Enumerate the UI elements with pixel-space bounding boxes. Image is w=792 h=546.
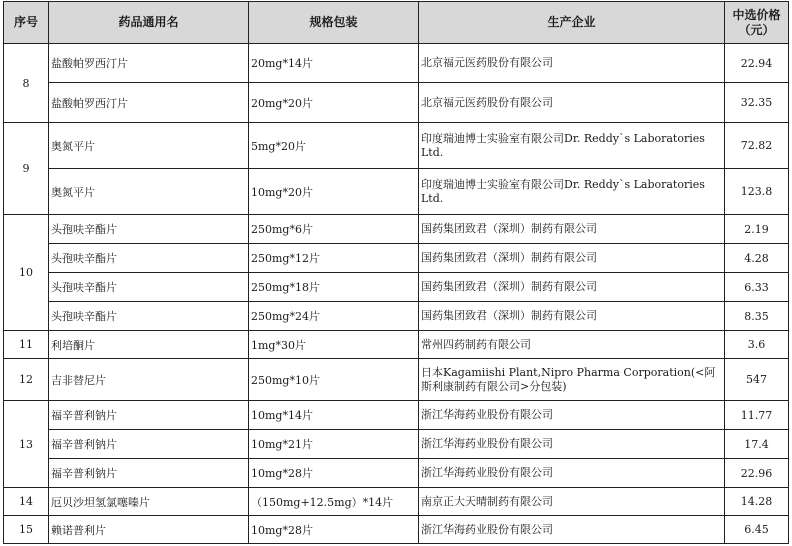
drug-name-cell: 福辛普利钠片 [49,401,249,430]
price-cell: 22.94 [725,44,789,83]
spec-cell: 10mg*28片 [249,459,419,488]
table-row [4,244,789,273]
spec-cell: 20mg*14片 [249,44,419,83]
manufacturer-cell: 日本Kagamiishi Plant,Nipro Pharma Corporation(<阿斯利康制药有限公司>分包装) [419,359,725,401]
price-cell: 11.77 [725,401,789,430]
table-row [4,488,789,516]
manufacturer-cell: 国药集团致君（深圳）制药有限公司 [419,244,725,273]
manufacturer-cell: 国药集团致君（深圳）制药有限公司 [419,273,725,302]
manufacturer-cell: 浙江华海药业股份有限公司 [419,401,725,430]
drug-name-cell: 盐酸帕罗西汀片 [49,44,249,83]
drug-name-cell: 吉非替尼片 [49,359,249,401]
drug-name-cell: 福辛普利钠片 [49,459,249,488]
drug-name-cell: 头孢呋辛酯片 [49,215,249,244]
seq-cell: 12 [4,359,49,401]
table-row [4,44,789,83]
table-row [4,516,789,544]
drug-name-cell: 奥氮平片 [49,123,249,169]
spec-cell: 250mg*12片 [249,244,419,273]
manufacturer-cell: 常州四药制药有限公司 [419,331,725,359]
table-row [4,359,789,401]
table-row [4,123,789,169]
drug-name-cell: 福辛普利钠片 [49,430,249,459]
spec-cell: 10mg*14片 [249,401,419,430]
seq-cell: 15 [4,516,49,544]
table-row [4,331,789,359]
spec-cell: 20mg*20片 [249,83,419,123]
price-cell: 32.35 [725,83,789,123]
spec-cell: 10mg*21片 [249,430,419,459]
drug-name-cell: 盐酸帕罗西汀片 [49,83,249,123]
seq-cell: 8 [4,44,49,123]
table-row [4,215,789,244]
price-cell: 8.35 [725,302,789,331]
seq-cell: 10 [4,215,49,331]
price-cell: 547 [725,359,789,401]
drug-name-cell: 头孢呋辛酯片 [49,273,249,302]
header-price: 中选价格 （元） [725,2,789,44]
price-cell: 4.28 [725,244,789,273]
price-cell: 14.28 [725,488,789,516]
price-cell: 6.45 [725,516,789,544]
spec-cell: 250mg*10片 [249,359,419,401]
manufacturer-cell: 国药集团致君（深圳）制药有限公司 [419,215,725,244]
table-row [4,169,789,215]
table-row [4,273,789,302]
drug-name-cell: 利培酮片 [49,331,249,359]
header-row [4,2,789,44]
spec-cell: 1mg*30片 [249,331,419,359]
table-row [4,401,789,430]
manufacturer-cell: 浙江华海药业股份有限公司 [419,430,725,459]
seq-cell: 13 [4,401,49,488]
manufacturer-cell: 北京福元医药股份有限公司 [419,44,725,83]
manufacturer-cell: 国药集团致君（深圳）制药有限公司 [419,302,725,331]
header-manufacturer: 生产企业 [419,2,725,44]
drug-name-cell: 头孢呋辛酯片 [49,244,249,273]
price-cell: 3.6 [725,331,789,359]
manufacturer-cell: 浙江华海药业股份有限公司 [419,516,725,544]
spec-cell: 5mg*20片 [249,123,419,169]
seq-cell: 14 [4,488,49,516]
spec-cell: 250mg*18片 [249,273,419,302]
spec-cell: 10mg*20片 [249,169,419,215]
manufacturer-cell: 南京正大天晴制药有限公司 [419,488,725,516]
header-spec: 规格包装 [249,2,419,44]
price-cell: 6.33 [725,273,789,302]
spec-cell: （150mg+12.5mg）*14片 [249,488,419,516]
header-drug-name: 药品通用名 [49,2,249,44]
price-cell: 123.8 [725,169,789,215]
price-cell: 17.4 [725,430,789,459]
manufacturer-cell: 北京福元医药股份有限公司 [419,83,725,123]
spec-cell: 250mg*6片 [249,215,419,244]
table-row [4,83,789,123]
table-row [4,430,789,459]
spec-cell: 250mg*24片 [249,302,419,331]
drug-price-table [3,1,789,544]
spec-cell: 10mg*28片 [249,516,419,544]
drug-name-cell: 赖诺普利片 [49,516,249,544]
price-cell: 22.96 [725,459,789,488]
table-row [4,302,789,331]
seq-cell: 9 [4,123,49,215]
price-cell: 2.19 [725,215,789,244]
drug-name-cell: 奥氮平片 [49,169,249,215]
header-seq: 序号 [4,2,49,44]
seq-cell: 11 [4,331,49,359]
drug-name-cell: 厄贝沙坦氢氯噻嗪片 [49,488,249,516]
table-row [4,459,789,488]
manufacturer-cell: 印度瑞迪博士实验室有限公司Dr. Reddy`s Laboratories Ltd. [419,169,725,215]
drug-name-cell: 头孢呋辛酯片 [49,302,249,331]
price-cell: 72.82 [725,123,789,169]
manufacturer-cell: 印度瑞迪博士实验室有限公司Dr. Reddy`s Laboratories Ltd. [419,123,725,169]
manufacturer-cell: 浙江华海药业股份有限公司 [419,459,725,488]
